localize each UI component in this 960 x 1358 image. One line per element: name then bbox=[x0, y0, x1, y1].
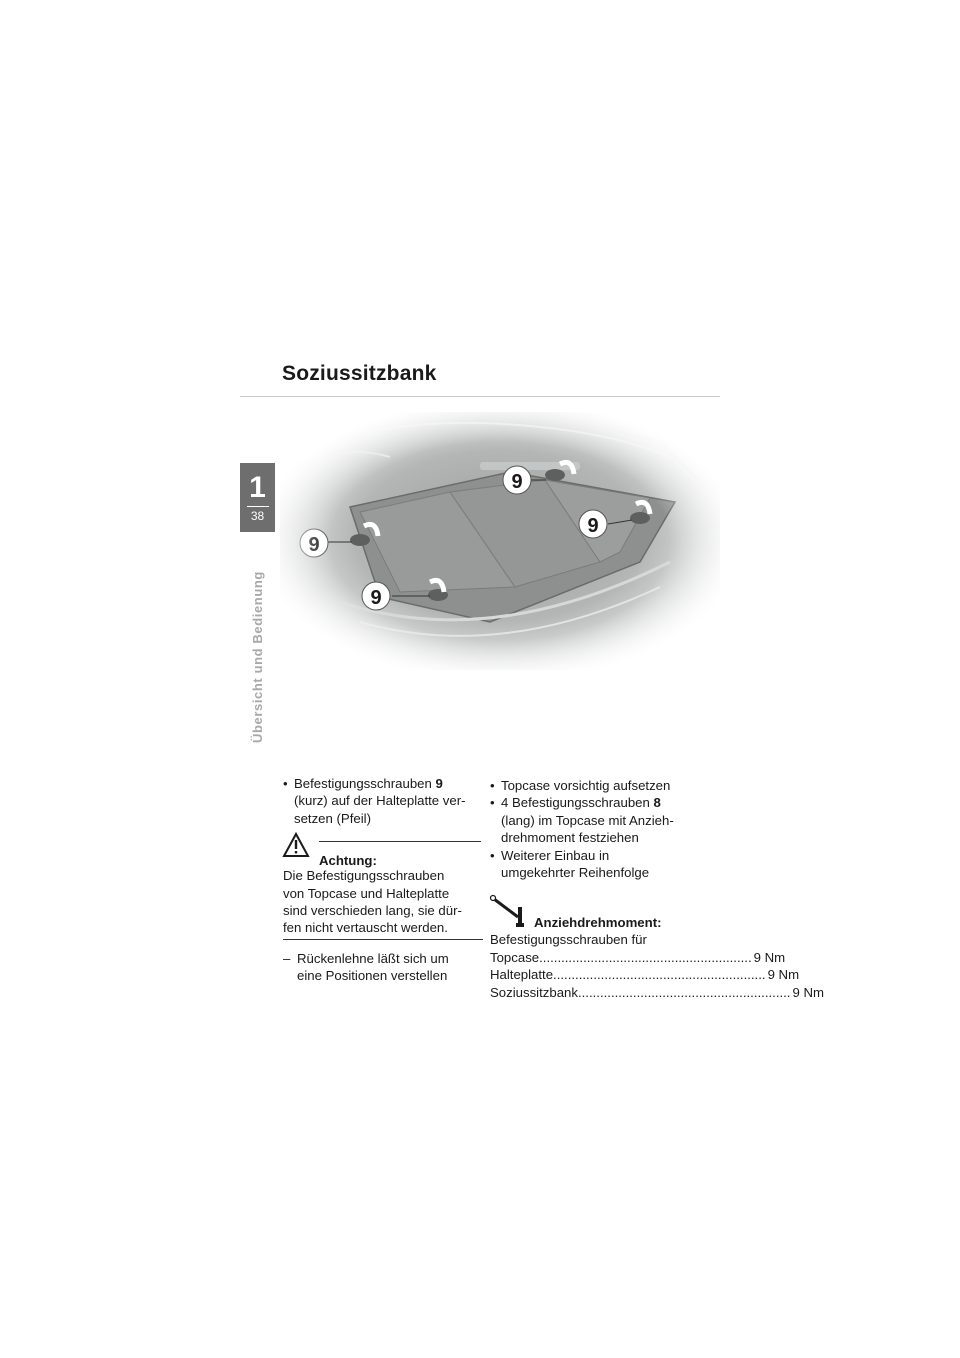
dash-icon: – bbox=[283, 950, 291, 966]
torque-value: 9 Nm bbox=[792, 984, 824, 1000]
bullet-icon: • bbox=[283, 776, 288, 791]
leader-dots: .......................................................... bbox=[577, 984, 791, 1000]
chapter-tab bbox=[240, 463, 275, 532]
leader-dots: .......................................................... bbox=[553, 967, 766, 983]
chapter-side-label: Übersicht und Bedienung bbox=[250, 571, 265, 743]
torque-row bbox=[490, 949, 786, 966]
torque-row bbox=[490, 966, 800, 983]
part-reference: 8 bbox=[653, 795, 661, 811]
page-number: 38 bbox=[250, 509, 265, 523]
torque-part: Halteplatte bbox=[490, 967, 554, 983]
instruction-step: • 4 Befestigungsschrauben 8 (lang) im Topcase mit Anzieh- drehmoment festziehen bbox=[490, 795, 674, 846]
torque-part: Soziussitzbank bbox=[490, 984, 578, 1000]
warning-rule bbox=[319, 841, 481, 842]
torque-wrench-icon bbox=[490, 893, 532, 931]
bullet-icon: • bbox=[490, 778, 495, 793]
chapter-tab-divider bbox=[247, 506, 269, 507]
instruction-step: • Befestigungsschrauben 9 (kurz) auf der Halteplatte ver- setzen (Pfeil) bbox=[283, 776, 466, 826]
page-title: Soziussitzbank bbox=[282, 362, 437, 385]
bullet-icon: • bbox=[490, 795, 495, 811]
title-divider bbox=[240, 396, 720, 397]
leader-dots: .......................................................... bbox=[539, 949, 752, 965]
right-column bbox=[490, 777, 824, 1001]
torque-header bbox=[490, 893, 700, 931]
instruction-step: • Topcase vorsichtig aufsetzen bbox=[490, 778, 671, 793]
warning-text: Die Befestigungsschrauben von Topcase und Halteplatte sind verschieden lang, sie dür- fen nicht vertauscht werden. bbox=[283, 867, 483, 940]
chapter-number: 1 bbox=[249, 471, 266, 504]
warning-header bbox=[283, 839, 483, 867]
torque-intro: Befestigungsschrauben für bbox=[490, 932, 647, 948]
torque-row bbox=[490, 984, 824, 1001]
instruction-step: • Weiterer Einbau in umgekehrter Reihenfolge bbox=[490, 847, 650, 881]
torque-label: Anziehdrehmoment: bbox=[534, 915, 662, 931]
torque-part: Topcase bbox=[490, 949, 540, 965]
part-reference: 9 bbox=[435, 776, 443, 791]
seat-mounting-illustration bbox=[280, 412, 720, 670]
warning-triangle-icon bbox=[283, 833, 309, 857]
torque-value: 9 Nm bbox=[767, 967, 800, 983]
bullet-icon: • bbox=[490, 847, 495, 863]
left-column bbox=[283, 775, 483, 985]
torque-value: 9 Nm bbox=[753, 949, 786, 965]
warning-label: Achtung: bbox=[319, 853, 377, 869]
note-item: – Rückenlehne läßt sich um eine Positionen verstellen bbox=[283, 950, 449, 984]
